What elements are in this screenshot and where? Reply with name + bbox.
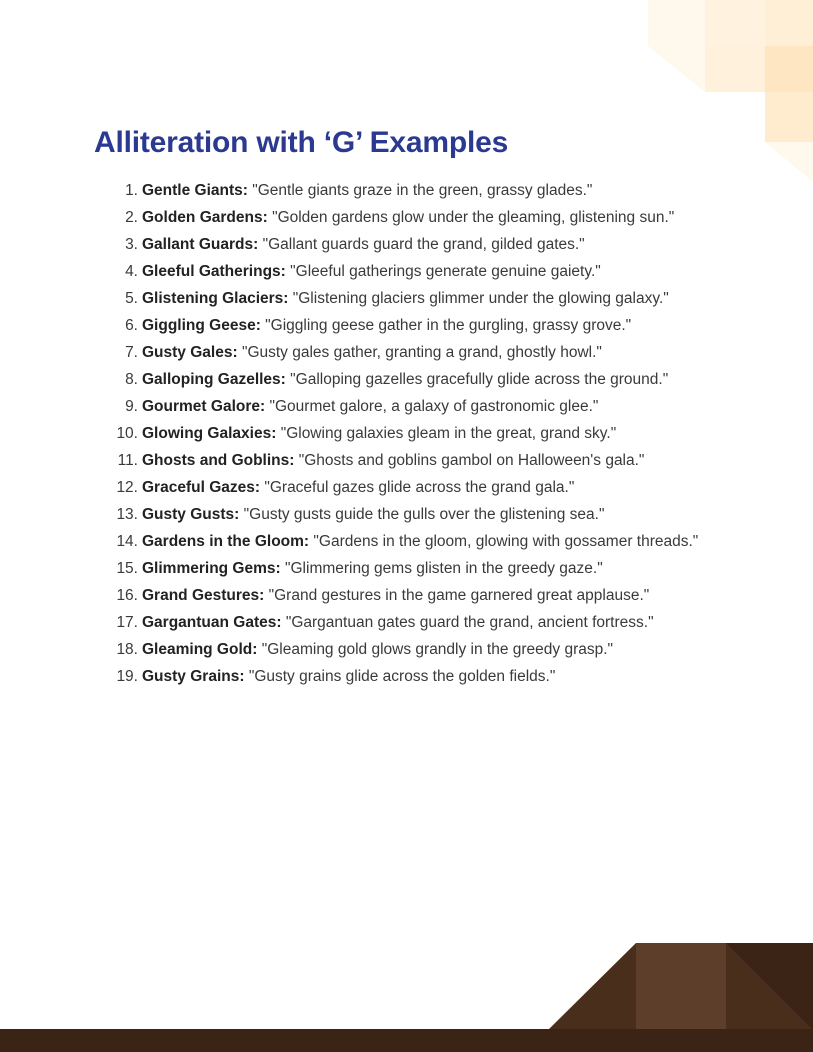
list-item-content [142,582,727,609]
examples-list [0,177,727,690]
list-item-number: 4. [125,263,138,280]
list-item-content [142,501,727,528]
list-item-text: "Gleaming gold glows grandly in the greedy grasp." [261,641,614,658]
list-item-number: 2. [125,209,138,226]
list-item-text: "Gleeful gatherings generate genuine gaiety." [290,263,601,280]
list-item-number: 18. [116,641,138,658]
list-item-content [142,312,727,339]
list-item-content [142,528,727,555]
list-item-content [142,663,727,690]
list-item-text: "Glowing galaxies gleam in the great, grand sky." [280,425,617,442]
list-item [0,231,727,258]
list-item-content [142,204,727,231]
list-item-content [142,393,727,420]
list-item-text: "Gourmet galore, a galaxy of gastronomic glee." [269,398,599,415]
list-item-term: Glistening Glaciers: [142,290,289,307]
list-item-term: Graceful Gazes: [142,479,261,496]
list-item-content [142,447,727,474]
list-item-text: "Gusty gusts guide the gulls over the glistening sea." [243,506,605,523]
list-item-term: Gourmet Galore: [142,398,266,415]
list-item-text: "Galloping gazelles gracefully glide across the ground." [290,371,669,388]
list-item-text: "Golden gardens glow under the gleaming, glistening sun." [272,209,675,226]
list-item-text: "Gardens in the gloom, glowing with gossamer threads." [313,533,699,550]
list-item-text: "Gallant guards guard the grand, gilded gates." [262,236,585,253]
list-item-text: "Gusty grains glide across the golden fields." [248,668,556,685]
list-item [0,420,727,447]
list-item [0,501,727,528]
list-item-content [142,285,727,312]
list-item-term: Ghosts and Goblins: [142,452,295,469]
list-item-term: Galloping Gazelles: [142,371,286,388]
list-item [0,582,727,609]
list-item-content [142,177,727,204]
list-item-number: 6. [125,317,138,334]
list-item [0,204,727,231]
list-item-term: Gleeful Gatherings: [142,263,286,280]
list-item-term: Glimmering Gems: [142,560,281,577]
list-item [0,285,727,312]
list-item-number: 12. [116,479,138,496]
list-item [0,366,727,393]
list-item-number: 13. [116,506,138,523]
list-item-content [142,636,727,663]
list-item-term: Golden Gardens: [142,209,268,226]
list-item-number: 17. [116,614,138,631]
list-item [0,528,727,555]
list-item-content [142,339,727,366]
list-item-content [142,555,727,582]
list-item-number: 5. [125,290,138,307]
list-item-number: 11. [117,452,138,469]
list-item [0,663,727,690]
list-item-number: 19. [116,668,138,685]
list-item-term: Gleaming Gold: [142,641,258,658]
list-item-number: 7. [125,344,138,361]
page-title: Alliteration with ‘G’ Examples [94,126,509,159]
list-item-term: Gardens in the Gloom: [142,533,310,550]
list-item [0,258,727,285]
list-item-number: 10. [116,425,138,442]
list-item-text: "Glimmering gems glisten in the greedy gaze." [285,560,603,577]
list-item-term: Grand Gestures: [142,587,265,604]
list-item-term: Gusty Grains: [142,668,245,685]
list-item-content [142,366,727,393]
list-item-text: "Glistening glaciers glimmer under the glowing galaxy." [292,290,669,307]
list-item-number: 3. [125,236,138,253]
list-item-text: "Gentle giants graze in the green, grassy glades." [252,182,593,199]
list-item [0,312,727,339]
list-item-term: Gargantuan Gates: [142,614,282,631]
list-item-content [142,609,727,636]
list-item-text: "Ghosts and goblins gambol on Halloween's gala." [298,452,645,469]
list-item-number: 9. [125,398,138,415]
list-item-number: 16. [116,587,138,604]
list-item-text: "Graceful gazes glide across the grand gala." [264,479,575,496]
list-item-term: Gusty Gales: [142,344,238,361]
top-right-geometric-decoration [648,0,813,182]
list-item-text: "Grand gestures in the game garnered great applause." [268,587,650,604]
list-item [0,339,727,366]
list-item-term: Glowing Galaxies: [142,425,277,442]
list-item [0,474,727,501]
list-item-term: Gusty Gusts: [142,506,240,523]
list-item-text: "Giggling geese gather in the gurgling, grassy grove." [265,317,632,334]
list-item [0,447,727,474]
list-item-number: 14. [116,533,138,550]
list-item-text: "Gargantuan gates guard the grand, ancient fortress." [285,614,654,631]
list-item-content [142,258,727,285]
list-item [0,393,727,420]
list-item-content [142,420,727,447]
list-item [0,177,727,204]
list-item [0,555,727,582]
list-item [0,636,727,663]
list-item-term: Gentle Giants: [142,182,248,199]
list-item-number: 1. [125,182,138,199]
list-item-text: "Gusty gales gather, granting a grand, ghostly howl." [241,344,602,361]
list-item-term: Gallant Guards: [142,236,259,253]
list-item-number: 8. [125,371,138,388]
list-item [0,609,727,636]
list-item-term: Giggling Geese: [142,317,261,334]
bottom-right-geometric-decoration [0,943,813,1052]
list-item-number: 15. [116,560,138,577]
list-item-content [142,231,727,258]
list-item-content [142,474,727,501]
